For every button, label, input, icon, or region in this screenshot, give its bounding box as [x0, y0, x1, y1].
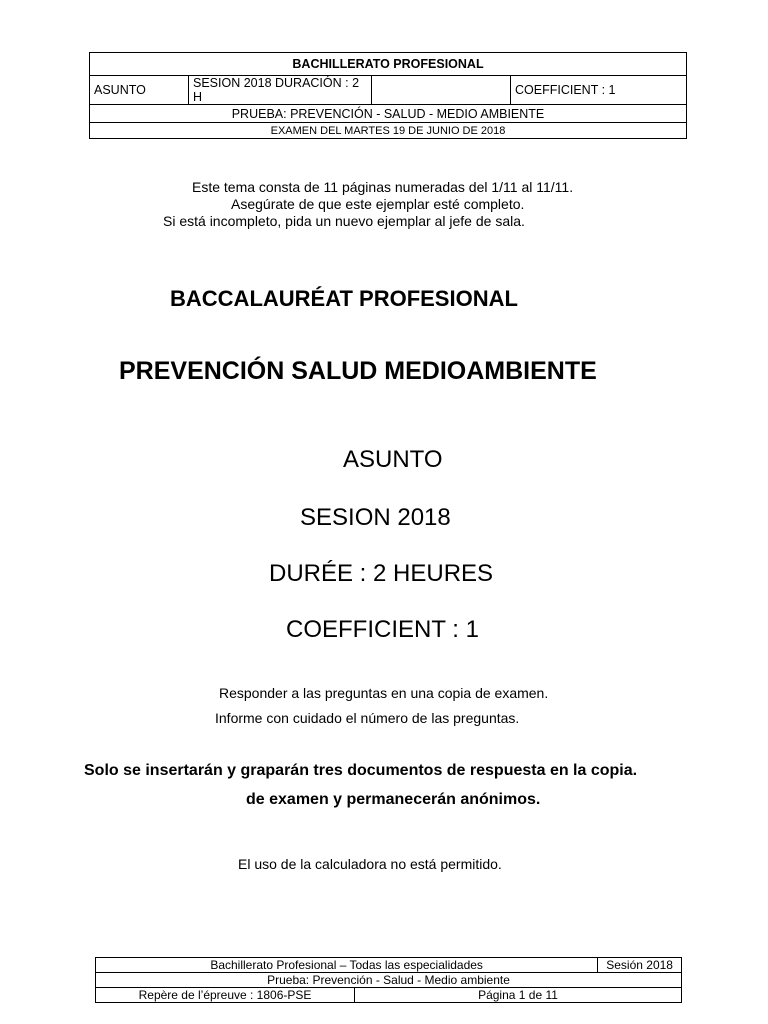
instruction-line-1: Responder a las preguntas en una copia de examen. [219, 685, 549, 701]
duration-label: DURÉE : 2 HEURES [269, 560, 494, 587]
footer-session: Sesión 2018 [598, 958, 682, 973]
header-coefficient: COEFFICIENT : 1 [511, 76, 687, 105]
header-session-duration: SESION 2018 DURACIÓN : 2 H [189, 76, 372, 105]
header-test-row [90, 105, 687, 123]
footer-row-3 [96, 988, 682, 1003]
footer-row-1 [96, 958, 682, 973]
footer-test: Prueba: Prevención - Salud - Medio ambiente [96, 973, 682, 988]
header-info-row [90, 76, 687, 105]
intro-line-1: Este tema consta de 11 páginas numeradas del 1/11 al 11/11. [192, 179, 574, 195]
calculator-notice: El uso de la calculadora no está permitido. [238, 856, 502, 872]
header-title-row [90, 53, 687, 76]
header-test: PRUEBA: PREVENCIÓN - SALUD - MEDIO AMBIENTE [90, 105, 687, 123]
footer-programme: Bachillerato Profesional – Todas las especialidades [96, 958, 598, 973]
header-empty-cell [372, 76, 511, 105]
instruction-line-2: Informe con cuidado el número de las preguntas. [215, 710, 520, 726]
notice-line-1: Solo se insertarán y graparán tres documentos de respuesta en la copia. [84, 762, 638, 779]
main-title: BACCALAURÉAT PROFESIONAL [170, 286, 518, 311]
footer-table [95, 957, 682, 1003]
header-exam-date: EXAMEN DEL MARTES 19 DE JUNIO DE 2018 [90, 123, 687, 139]
coefficient-label: COEFFICIENT : 1 [286, 616, 479, 643]
footer-reference: Repère de l’épreuve : 1806-PSE [96, 988, 355, 1003]
session-label: SESION 2018 [300, 504, 451, 531]
notice-line-2: de examen y permanecerán anónimos. [246, 791, 541, 808]
subject-title: PREVENCIÓN SALUD MEDIOAMBIENTE [119, 357, 597, 385]
intro-line-2: Asegúrate de que este ejemplar esté completo. [231, 196, 525, 212]
footer-row-2 [96, 973, 682, 988]
header-title: BACHILLERATO PROFESIONAL [90, 53, 687, 76]
asunto-label: ASUNTO [343, 446, 443, 473]
header-subject: ASUNTO [90, 76, 189, 105]
header-table [89, 52, 687, 139]
footer-page: Página 1 de 11 [355, 988, 682, 1003]
header-date-row [90, 123, 687, 139]
intro-line-3: Si está incompleto, pida un nuevo ejemplar al jefe de sala. [163, 213, 525, 229]
